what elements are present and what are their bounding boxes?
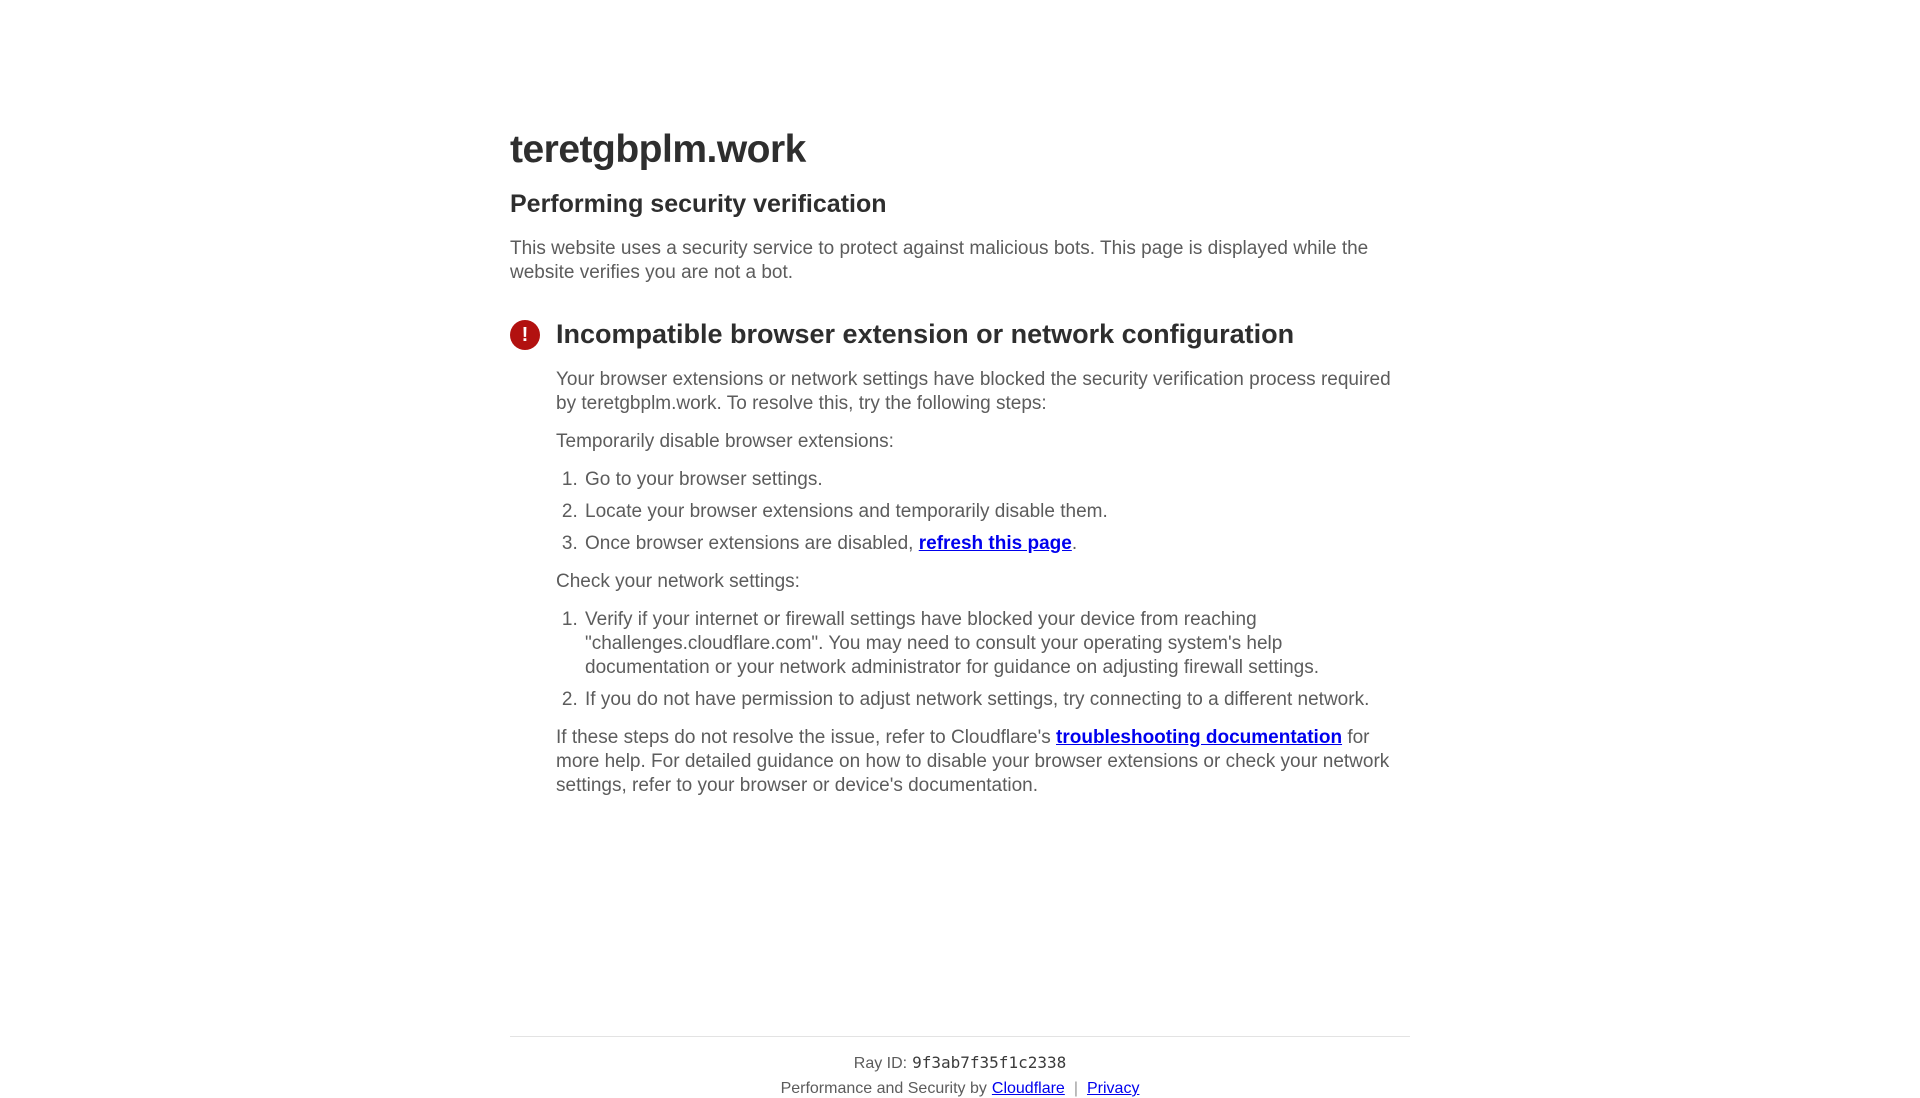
extensions-steps-list xyxy=(556,468,1408,556)
intro-text: This website uses a security service to protect against malicious bots. This page is displayed while the website verifies you are not a bot. xyxy=(510,238,1369,283)
performance-line xyxy=(510,1080,1410,1098)
challenge-page xyxy=(510,0,1410,798)
step-text: If you do not have permission to adjust network settings, try connecting to a different network. xyxy=(585,689,1370,710)
site-title: teretgbplm.work xyxy=(510,128,806,171)
extensions-instructions-heading: Temporarily disable browser extensions: xyxy=(556,431,894,452)
list-item xyxy=(583,688,1408,712)
ray-id-label: Ray ID: xyxy=(853,1055,908,1072)
closing-suffix: for more help. For detailed guidance on how to disable your browser extensions or check your network settings, refer to your browser or device's documentation. xyxy=(556,727,1390,796)
troubleshooting-link[interactable]: troubleshooting documentation xyxy=(1056,727,1343,748)
alert-icon xyxy=(510,320,540,350)
ray-id-value: 9f3ab7f35f1c2338 xyxy=(912,1053,1067,1072)
closing-text xyxy=(556,726,1408,798)
error-details xyxy=(556,368,1408,798)
list-item xyxy=(583,500,1408,524)
performance-text: Performance and Security by xyxy=(780,1080,987,1097)
network-instructions-heading: Check your network settings: xyxy=(556,571,800,592)
step-text: Locate your browser extensions and temporarily disable them. xyxy=(585,501,1108,522)
footer-separator: | xyxy=(1073,1080,1078,1097)
closing-prefix: If these steps do not resolve the issue, refer to Cloudflare's xyxy=(556,727,1057,748)
refresh-page-link[interactable]: refresh this page xyxy=(918,533,1072,554)
cloudflare-link[interactable]: Cloudflare xyxy=(991,1080,1065,1097)
step-text: Once browser extensions are disabled, xyxy=(585,533,919,554)
network-steps-list xyxy=(556,608,1408,712)
ray-id xyxy=(510,1053,1410,1073)
list-item xyxy=(583,532,1408,556)
privacy-link[interactable]: Privacy xyxy=(1086,1080,1140,1097)
error-description: Your browser extensions or network settings have blocked the security verification process required by teretgbplm.work. To resolve this, try the following steps: xyxy=(556,369,1391,414)
footer xyxy=(510,1036,1410,1098)
step-text: Go to your browser settings. xyxy=(585,469,823,490)
list-item xyxy=(583,608,1408,680)
alert-icon-glyph: ! xyxy=(521,323,529,346)
error-section xyxy=(510,319,1410,798)
step-text: . xyxy=(1071,533,1078,554)
list-item xyxy=(583,468,1408,492)
error-heading: Incompatible browser extension or network configuration xyxy=(556,319,1295,349)
error-header xyxy=(510,319,1410,350)
step-text: Verify if your internet or firewall settings have blocked your device from reaching "challenges.cloudflare.com". You may need to consult your operating system's help documentation or your network administrator for guidance on adjusting firewall settings. xyxy=(585,609,1319,678)
page-subtitle: Performing security verification xyxy=(510,190,887,218)
